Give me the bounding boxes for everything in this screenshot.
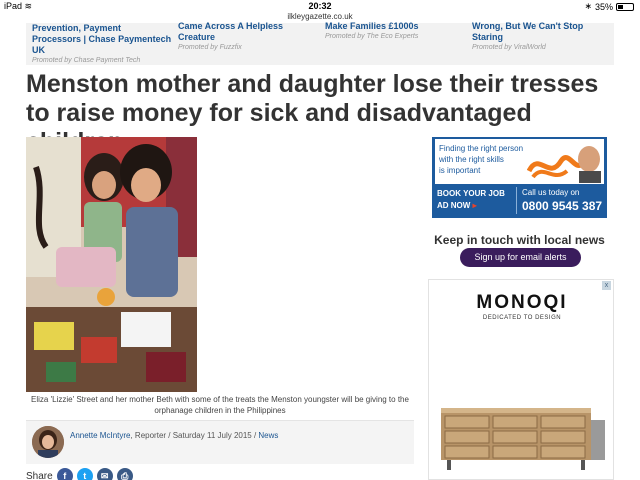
book-line2: AD NOW bbox=[437, 201, 471, 210]
job-ad-line2: with the right skills bbox=[439, 155, 504, 164]
arrow-right-icon: ▸ bbox=[472, 201, 477, 210]
wifi-icon: ≋ bbox=[24, 1, 33, 11]
status-bar bbox=[0, 0, 640, 12]
battery-icon bbox=[616, 3, 634, 11]
monoqi-tagline: DEDICATED TO DESIGN bbox=[482, 315, 562, 321]
promoted-title[interactable]: Came Across A Helpless Creature bbox=[178, 21, 284, 42]
promoted-title[interactable]: Make Families £1000s bbox=[325, 21, 419, 31]
author-avatar[interactable] bbox=[32, 426, 64, 458]
monoqi-logo: MONOQI bbox=[476, 292, 568, 313]
avatar-image bbox=[32, 426, 64, 458]
promoted-item[interactable] bbox=[472, 21, 612, 51]
section-link[interactable]: News bbox=[258, 431, 279, 440]
promoted-strip bbox=[26, 23, 614, 65]
promoted-title[interactable]: Wrong, But We Can't Stop Staring bbox=[472, 21, 584, 42]
promoted-title[interactable]: Prevention, Payment Processors | Chase Paymentech UK bbox=[32, 23, 172, 55]
job-ad-illustration bbox=[527, 141, 603, 183]
role-date: , Reporter / Saturday 11 July 2015 / bbox=[130, 431, 259, 440]
device-label: iPad bbox=[4, 1, 23, 11]
photo-caption: Eliza 'Lizzie' Street and her mother Beth with some of the treats the Menston youngster will be giving to the orphanage children in the Philippines bbox=[31, 395, 409, 415]
monoqi-ad[interactable] bbox=[428, 279, 614, 480]
promoted-item[interactable] bbox=[32, 23, 172, 64]
address-bar[interactable]: ilkleygazette.co.uk bbox=[287, 12, 353, 21]
email-icon[interactable]: ✉ bbox=[97, 468, 113, 480]
job-ad-divider bbox=[516, 187, 517, 214]
share-label: Share bbox=[26, 470, 53, 480]
promoted-source: Promoted by Fuzzfix bbox=[178, 44, 242, 51]
byline bbox=[26, 420, 414, 464]
print-icon[interactable]: ⎙ bbox=[117, 468, 133, 480]
author-link[interactable]: Annette McIntyre bbox=[70, 431, 131, 440]
promoted-source: Promoted by Chase Payment Tech bbox=[32, 57, 141, 64]
book-line1: BOOK YOUR JOB bbox=[437, 189, 505, 198]
promoted-item[interactable] bbox=[325, 21, 465, 40]
ad-choices-icon[interactable]: x bbox=[602, 281, 611, 290]
keep-in-touch-title: Keep in touch with local news bbox=[434, 233, 605, 247]
article-headline: Menston mother and daughter lose their tresses to raise money for sick and disadvantaged bbox=[26, 70, 599, 127]
job-ad-phone[interactable]: 0800 9545 387 bbox=[522, 199, 603, 213]
clock: 20:32 bbox=[308, 1, 332, 11]
share-bar bbox=[26, 468, 133, 480]
promoted-item[interactable] bbox=[178, 21, 318, 51]
job-ad-top bbox=[435, 139, 604, 184]
job-ad-tagline bbox=[439, 143, 523, 176]
battery-percent: 35% bbox=[594, 1, 613, 12]
furniture-illustration bbox=[437, 400, 607, 472]
twitter-icon[interactable]: t bbox=[77, 468, 93, 480]
email-alerts-button[interactable]: Sign up for email alerts bbox=[460, 248, 581, 267]
article-photo[interactable] bbox=[26, 137, 197, 392]
promoted-source: Promoted by The Eco Experts bbox=[325, 33, 419, 40]
promoted-source: Promoted by ViralWorld bbox=[472, 44, 546, 51]
bluetooth-icon: ∗ bbox=[584, 1, 592, 11]
battery-fill bbox=[618, 5, 623, 9]
job-ad-line3: is important bbox=[439, 166, 481, 175]
photo-illustration bbox=[26, 137, 197, 392]
job-ad-call: Call us today on bbox=[522, 188, 580, 197]
job-ad-book[interactable] bbox=[437, 188, 505, 212]
facebook-icon[interactable]: f bbox=[57, 468, 73, 480]
battery-indicator bbox=[584, 1, 634, 12]
job-ad-line1: Finding the right person bbox=[439, 144, 524, 153]
job-ad-banner[interactable] bbox=[432, 137, 607, 218]
byline-text bbox=[70, 431, 278, 440]
